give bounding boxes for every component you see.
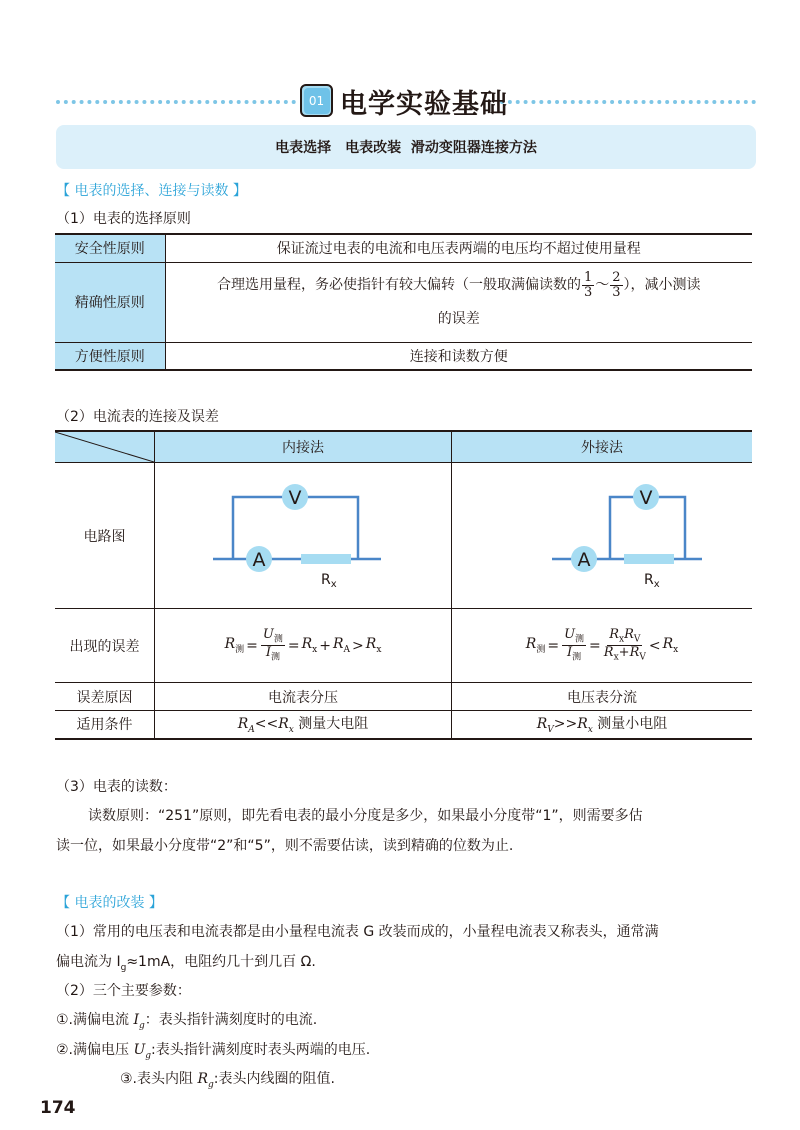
topic-banner: 电表选择 电表改装 滑动变阻器连接方法 bbox=[56, 125, 756, 169]
tilde: ～ bbox=[595, 277, 610, 293]
section-heading-modification: 【 电表的改装 】 bbox=[56, 895, 163, 911]
chapter-badge bbox=[300, 84, 333, 117]
outer-formula: $R_测$ = $\frac{U_测}{I_测}$ = $\frac{R_xR_V}{R_x+R_V}$ < $R_x$ bbox=[525, 626, 679, 663]
label-safety: 安全性原则 bbox=[55, 234, 165, 262]
text-safety: 保证流过电表的电流和电压表两端的电压均不超过使用量程 bbox=[165, 234, 752, 262]
outer-circuit-cell bbox=[452, 463, 753, 609]
row-cause-label: 误差原因 bbox=[55, 683, 155, 711]
inner-error-formula bbox=[155, 609, 452, 683]
outer-error-formula bbox=[452, 609, 753, 683]
ammeter-label: A bbox=[577, 548, 591, 571]
row-error-label: 出现的误差 bbox=[55, 609, 155, 683]
chapter-title: 电学实验基础 bbox=[340, 89, 508, 120]
reading-paragraph-1: 读数原则：“251”原则，即先看电表的最小分度是多少，如果最小分度带“1”，则需要多估 bbox=[88, 808, 643, 824]
condition-inner: $R_A<<R_x$ 测量大电阻 bbox=[155, 711, 452, 739]
frac2-num: 2 bbox=[612, 269, 621, 285]
header-dotted-line-left bbox=[56, 100, 296, 104]
col-inner: 内接法 bbox=[155, 431, 452, 463]
condition-outer: $R_V>>R_x$ 测量小电阻 bbox=[452, 711, 753, 739]
ammeter-connection-table bbox=[55, 430, 752, 740]
text-precision bbox=[165, 262, 752, 342]
resistor-icon bbox=[301, 554, 351, 564]
inner-circuit-diagram bbox=[203, 479, 403, 589]
inner-formula: $R_测$ = $\frac{U_测}{I_测}$ = $R_x$ + $R_A$ > $R_x$ bbox=[224, 626, 382, 663]
condition-inner-text: 测量大电阻 bbox=[298, 716, 369, 733]
frac2-den: 3 bbox=[612, 284, 621, 300]
parameter-item-3: ③.表头内阻 $R_g$:表头内线圈的阻值. bbox=[120, 1071, 335, 1090]
reading-paragraph-2: 读一位，如果最小分度带“2”和“5”，则不需要估读，读到精确的位数为止. bbox=[56, 838, 514, 854]
diagonal-header-cell bbox=[55, 431, 155, 463]
modification-paragraph-1a: （1）常用的电压表和电流表都是由小量程电流表 G 改装而成的，小量程电流表又称表头，通常满 bbox=[56, 924, 659, 940]
resistor-label: $R_x$ bbox=[644, 571, 660, 589]
header-dotted-line-right bbox=[500, 100, 756, 104]
page-number: 174 bbox=[40, 1098, 76, 1118]
frac1-num: 1 bbox=[583, 269, 593, 285]
resistor-icon bbox=[624, 554, 674, 564]
parameter-item-2: ②.满偏电压 $U_g$:表头指针满刻度时表头两端的电压. bbox=[56, 1042, 371, 1061]
chapter-badge-number: 01 bbox=[304, 88, 330, 114]
cause-inner: 电流表分压 bbox=[155, 683, 452, 711]
section-heading-selection: 【 电表的选择、连接与读数 】 bbox=[56, 183, 247, 199]
modification-paragraph-1b: 偏电流为 $I_g\approx 1mA$，电阻约几十到几百 Ω. bbox=[56, 954, 316, 973]
label-precision: 精确性原则 bbox=[55, 262, 165, 342]
cause-outer: 电压表分流 bbox=[452, 683, 753, 711]
voltmeter-label: V bbox=[639, 486, 653, 509]
label-convenience: 方便性原则 bbox=[55, 342, 165, 370]
text-convenience: 连接和读数方便 bbox=[165, 342, 752, 370]
outer-circuit-diagram bbox=[502, 479, 702, 589]
subheading-reading: （3）电表的读数： bbox=[56, 779, 177, 795]
col-outer: 外接法 bbox=[452, 431, 753, 463]
precision-text-a: 合理选用量程，务必使指针有较大偏转（一般取满偏读数的 bbox=[216, 277, 581, 293]
condition-outer-text: 测量小电阻 bbox=[597, 716, 668, 733]
row-condition-label: 适用条件 bbox=[55, 711, 155, 739]
selection-principles-table bbox=[55, 233, 752, 371]
diagonal-line bbox=[55, 432, 154, 462]
resistor-label: $R_x$ bbox=[321, 571, 337, 589]
ammeter-label: A bbox=[252, 548, 266, 571]
frac1-den: 3 bbox=[583, 284, 593, 300]
precision-text-b: ），减小测读 bbox=[623, 277, 701, 293]
fraction-two-thirds bbox=[610, 271, 622, 299]
fraction-one-third bbox=[582, 271, 594, 299]
subheading-selection-principles: （1）电表的选择原则 bbox=[56, 211, 191, 227]
subheading-ammeter-connection: （2）电流表的连接及误差 bbox=[56, 409, 219, 425]
modification-paragraph-2: （2）三个主要参数： bbox=[56, 983, 191, 999]
precision-text-c: 的误差 bbox=[437, 311, 480, 327]
row-circuit-label: 电路图 bbox=[55, 463, 155, 609]
parameter-item-1: ①.满偏电流 $I_g$：表头指针满刻度时的电流. bbox=[56, 1012, 318, 1031]
inner-circuit-cell bbox=[155, 463, 452, 609]
voltmeter-label: V bbox=[288, 486, 302, 509]
